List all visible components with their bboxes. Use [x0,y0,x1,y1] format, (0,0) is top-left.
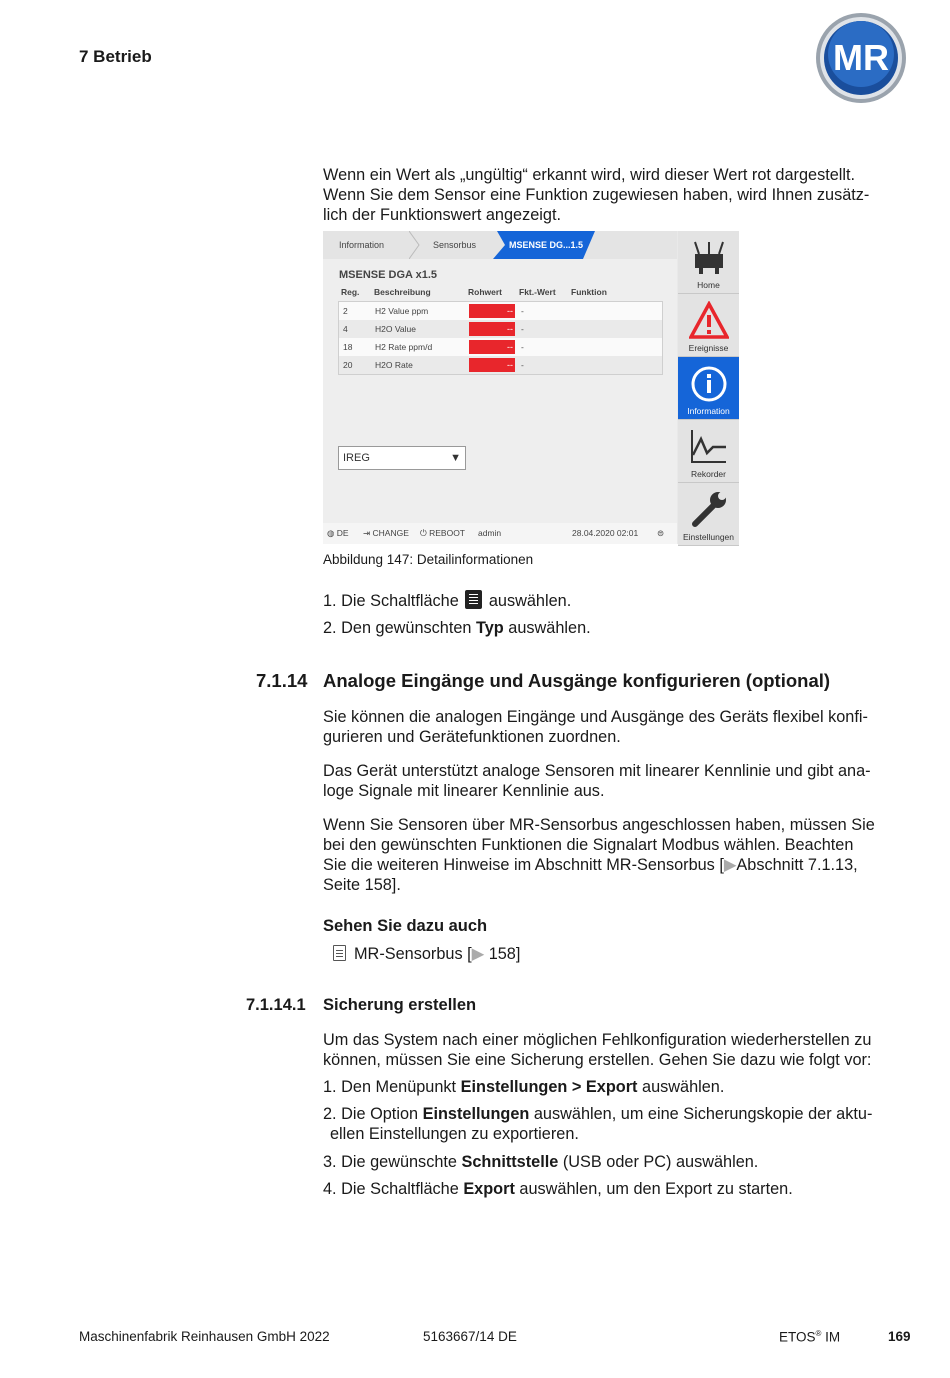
section-paragraph [323,707,908,747]
step-text: Den Menüpunkt [341,1078,457,1096]
panel-title: MSENSE DGA x1.5 [339,269,438,281]
paragraph-line [323,855,908,875]
dropdown-arrow-icon: ▼ [450,452,461,464]
step-text: Die Schaltfläche [341,592,459,610]
paragraph-text: Sie die weiteren Hinweise im Abschnitt MR-Sensorbus [ [323,856,724,874]
cell-reg: 2 [343,306,348,316]
paragraph-line: können, müssen Sie eine Sicherung erstellen. Gehen Sie dazu wie folgt vor: [323,1051,872,1069]
raw-invalid [469,340,515,354]
step-bold: Einstellungen [422,1105,530,1123]
list-item [323,618,908,638]
transformer-icon [689,238,729,278]
cell-raw: -- [507,360,513,370]
reboot-label: REBOOT [429,528,466,538]
raw-invalid [469,322,515,336]
step-text: ellen Einstellungen zu exportieren. [330,1125,579,1143]
user-name: admin [478,528,502,538]
language-button[interactable] [327,523,349,544]
cell-fkt: - [521,360,524,370]
cell-desc: H2O Rate [375,360,413,370]
cell-desc: H2 Rate ppm/d [375,342,433,352]
globe-icon: ◍ [327,528,335,538]
intro-line: lich der Funktionswert angezeigt. [323,206,562,224]
datetime: 28.04.2020 02:01 [572,528,639,538]
product-name: ETOS [779,1329,816,1345]
table-row [339,338,662,356]
warning-icon [689,301,729,341]
chapter-heading: 7 Betrieb [79,47,152,66]
nav-label: Home [697,280,720,290]
cell-reg: 20 [343,360,353,370]
tab-sensorbus[interactable]: Sensorbus [433,240,477,250]
status-bar [323,523,677,544]
subsection-number: 7.1.14.1 [246,996,306,1014]
link-text: MR-Sensorbus [ [354,945,472,963]
table-row [339,302,662,320]
step-number: 2. [323,619,337,637]
logo-text: MR [833,37,889,78]
list-item [323,1152,908,1172]
step-number: 2. [323,1105,337,1123]
col-header: Funktion [571,287,607,297]
list-button-icon [465,590,482,609]
step-bold: Typ [476,619,504,637]
mr-logo [815,12,907,104]
nav-settings[interactable] [678,483,739,546]
subsection-paragraph [323,1030,908,1070]
step-number: 1. [323,1078,337,1096]
device-screenshot [323,231,739,544]
document-icon [333,945,346,961]
table-row [339,356,662,374]
cell-fkt: - [521,306,524,316]
list-item [323,590,908,611]
cell-desc: H2 Value ppm [375,306,429,316]
select-value: IREG [343,452,370,464]
raw-invalid [469,358,515,372]
product-suffix: IM [821,1329,841,1345]
cell-desc: H2O Value [375,324,416,334]
language-label: DE [336,528,349,538]
list-item [323,1077,908,1097]
page-number: 169 [888,1329,911,1344]
side-navigation [678,231,739,544]
footer-doc-number: 5163667/14 DE [423,1329,517,1344]
info-icon [689,364,729,404]
intro-line: Wenn ein Wert als „ungültig“ erkannt wird, wird dieser Wert rot dargestellt. [323,166,856,184]
step-bold: Schnittstelle [461,1153,559,1171]
nav-label: Ereignisse [688,343,729,353]
cell-reg: 18 [343,342,353,352]
registered-mark: ® [815,1329,822,1338]
nav-label: Rekorder [691,469,726,479]
step-text: Die Schaltfläche [341,1180,459,1198]
detail-panel [323,259,677,523]
section-paragraph [323,815,908,895]
paragraph-line: Wenn Sie Sensoren über MR-Sensorbus angeschlossen haben, müssen Sie [323,816,875,834]
register-type-select[interactable] [338,446,466,470]
arrow-right-icon: ▶ [723,856,737,874]
cell-fkt: - [521,342,524,352]
footer-product [779,1329,840,1345]
login-icon: ⇥ [363,528,371,538]
see-also-heading: Sehen Sie dazu auch [323,917,488,935]
col-header: Fkt.-Wert [519,287,556,297]
paragraph-line: gurieren und Gerätefunktionen zuordnen. [323,728,621,746]
footer-company: Maschinenfabrik Reinhausen GmbH 2022 [79,1329,330,1344]
paragraph-line: Sie können die analogen Eingänge und Ausgänge des Geräts flexibel konfi- [323,708,868,726]
col-header: Rohwert [468,287,502,297]
col-header: Beschreibung [374,287,431,297]
list-item [323,1179,908,1199]
step-number: 3. [323,1153,337,1171]
step-bold: Einstellungen > Export [460,1078,638,1096]
tab-msense[interactable]: MSENSE DG...1.5 [509,240,584,250]
intro-line: Wenn Sie dem Sensor eine Funktion zugewiesen haben, wird Ihnen zusätz- [323,186,870,204]
see-also-link[interactable] [333,944,633,964]
step-text: auswählen, um eine Sicherungskopie der aktu- [533,1105,873,1123]
figure-caption: Abbildung 147: Detailinformationen [323,552,534,567]
step-text: Den gewünschten [341,619,472,637]
step-text: auswählen. [642,1078,725,1096]
arrow-right-icon: ▶ [471,945,485,963]
section-paragraph [323,761,908,801]
change-label: CHANGE [372,528,409,538]
menu-icon[interactable]: ⊜ [657,528,665,538]
col-header: Reg. [341,287,360,297]
cell-fkt: - [521,324,524,334]
paragraph-line: Seite 158]. [323,876,401,894]
wrench-icon [689,490,729,530]
step-text: auswählen. [488,592,572,610]
link-text: Abschnitt 7.1.13, [736,856,858,874]
power-icon: ⏻ [420,528,427,538]
step-bold: Export [463,1180,515,1198]
step-text: (USB oder PC) auswählen. [562,1153,759,1171]
paragraph-line: Um das System nach einer möglichen Fehlkonfiguration wiederherstellen zu [323,1031,872,1049]
list-item [323,1104,908,1144]
step-text: Die gewünschte [341,1153,457,1171]
step-text: auswählen, um den Export zu starten. [519,1180,793,1198]
step-number: 1. [323,592,337,610]
paragraph-line: Das Gerät unterstützt analoge Sensoren mit linearer Kennlinie und gibt ana- [323,762,871,780]
link-page: 158] [484,945,521,963]
change-button[interactable] [363,523,409,544]
nav-events[interactable] [678,294,739,357]
reboot-button[interactable] [420,523,465,544]
tab-information[interactable]: Information [339,240,385,250]
step-text: Die Option [341,1105,419,1123]
cell-raw: -- [507,324,513,334]
subsection-title: Sicherung erstellen [323,996,477,1014]
nav-label: Einstellungen [682,532,735,542]
breadcrumb-tabs [323,231,677,260]
cell-raw: -- [507,306,513,316]
step-number: 4. [323,1180,337,1198]
intro-paragraph [323,165,908,225]
paragraph-line: loge Signale mit linearer Kennlinie aus. [323,782,605,800]
step-text: auswählen. [508,619,591,637]
nav-label: Information [687,406,730,416]
nav-information[interactable] [678,357,739,420]
nav-home[interactable] [678,231,739,294]
table-row [339,320,662,338]
chart-line-icon [689,427,729,467]
section-title: Analoge Eingänge und Ausgänge konfigurieren (optional) [323,670,831,691]
cell-raw: -- [507,342,513,352]
section-number: 7.1.14 [256,670,308,691]
nav-recorder[interactable] [678,420,739,483]
register-table [338,301,663,375]
paragraph-line: bei den gewünschten Funktionen die Signalart Modbus wählen. Beachten [323,836,854,854]
cross-reference-link[interactable] [724,856,858,874]
cell-reg: 4 [343,324,348,334]
raw-invalid [469,304,515,318]
